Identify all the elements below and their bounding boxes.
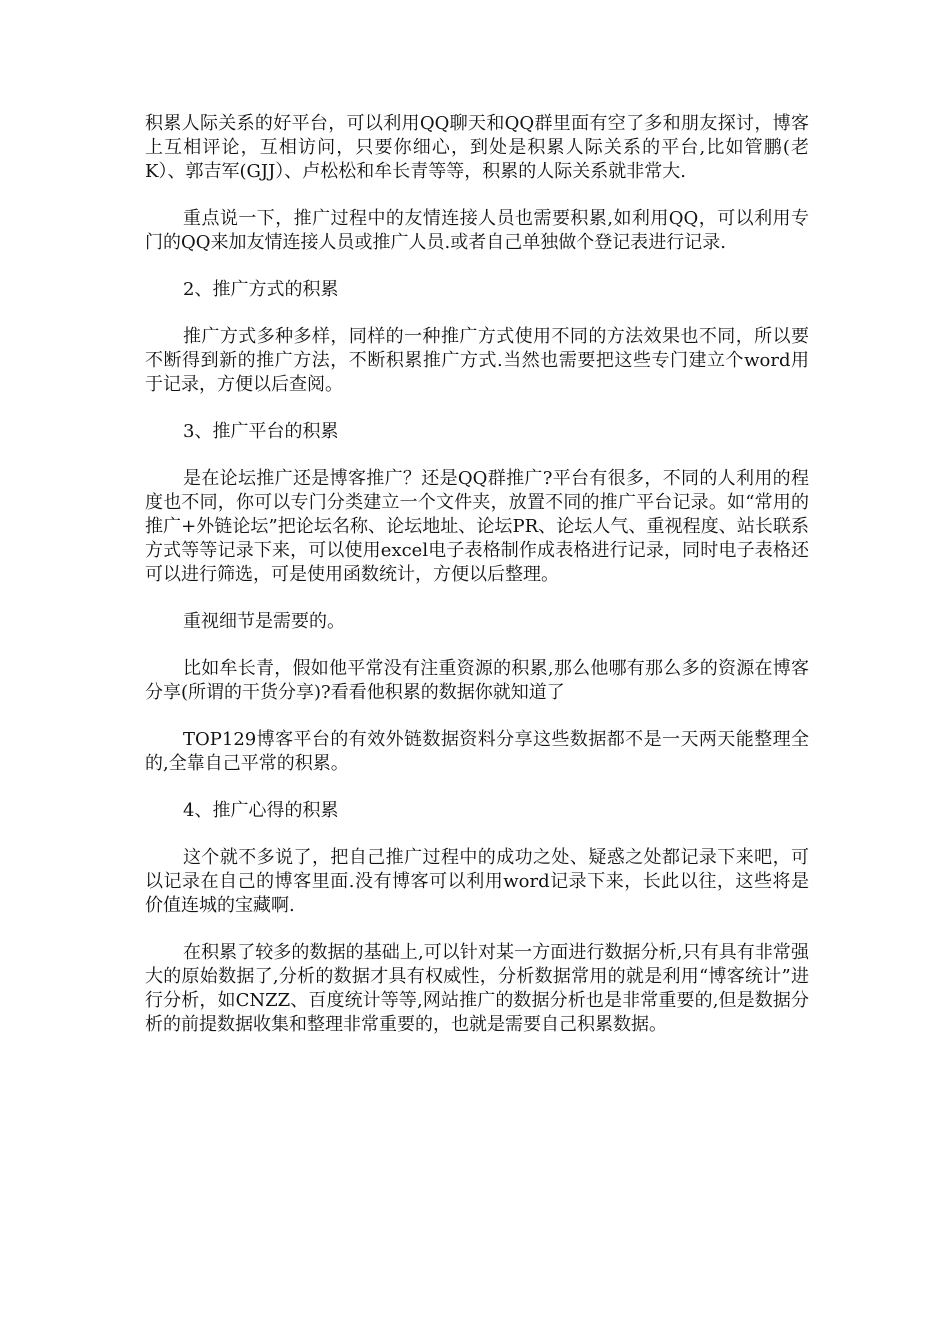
- paragraph-data-analysis: 在积累了较多的数据的基础上,可以针对某一方面进行数据分析,只有具有非常强大的原始数据了,分析的数据才具有权威性，分析数据常用的就是利用“博客统计”进行分析，如CNZZ、百度统计等等,网站推广的数据分析也是非常重要的,但是数据分析的前提数据收集和整理非常重要的，也就是需要自己积累数据。: [145, 942, 809, 1035]
- document-page: [145, 112, 809, 1060]
- paragraph-friend-links: 重点说一下，推广过程中的友情连接人员也需要积累,如利用QQ，可以利用专门的QQ来加友情连接人员或推广人员.或者自己单独做个登记表进行记录.: [145, 208, 809, 253]
- paragraph-promotion-methods: 推广方式多种多样，同样的一种推广方式使用不同的方法效果也不同，所以要不断得到新的推广方法，不断积累推广方式.当然也需要把这些专门建立个word用于记录，方便以后查阅。: [145, 326, 809, 395]
- paragraph-details: 重视细节是需要的。: [183, 611, 345, 632]
- paragraph-intro: 积累人际关系的好平台，可以利用QQ聊天和QQ群里面有空了多和朋友探讨，博客上互相评论，互相访问，只要你细心，到处是积累人际关系的平台,比如管鹏(老K）、郭吉军(GJJ）、卢松松和牟长青等等，积累的人际关系就非常大.: [145, 113, 809, 182]
- section-heading-2: 2、推广方式的积累: [183, 279, 339, 300]
- paragraph-top129: TOP129博客平台的有效外链数据资料分享这些数据都不是一天两天能整理全的,全靠自己平常的积累。: [145, 729, 809, 774]
- paragraph-example: 比如牟长青，假如他平常没有注重资源的积累,那么他哪有那么多的资源在博客分享(所谓的干货分享)?看看他积累的数据你就知道了: [145, 658, 809, 703]
- paragraph-experience: 这个就不多说了，把自己推广过程中的成功之处、疑惑之处都记录下来吧，可以记录在自己的博客里面.没有博客可以利用word记录下来，长此以往，这些将是价值连城的宝藏啊.: [145, 847, 809, 916]
- paragraph-promotion-platforms: 是在论坛推广还是博客推广？还是QQ群推广?平台有很多，不同的人利用的程度也不同，你可以专门分类建立一个文件夹，放置不同的推广平台记录。如“常用的推广+外链论坛”把论坛名称、论坛地址、论坛PR、论坛人气、重视程度、站长联系方式等等记录下来，可以使用excel电子表格制作成表格进行记录，同时电子表格还可以进行筛选，可是使用函数统计，方便以后整理。: [145, 468, 809, 585]
- section-heading-4: 4、推广心得的积累: [183, 800, 339, 821]
- section-heading-3: 3、推广平台的积累: [183, 421, 339, 442]
